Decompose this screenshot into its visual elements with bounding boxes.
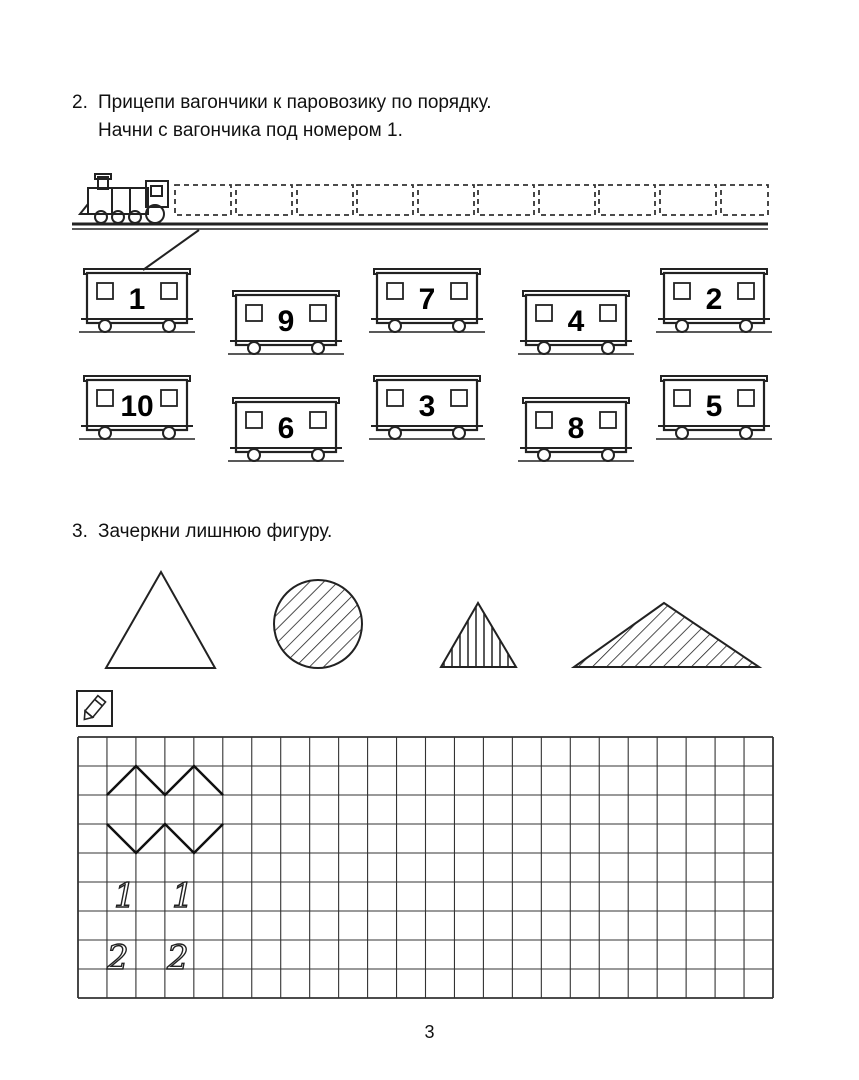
wagon-9[interactable] [228,291,344,354]
wagon-6[interactable] [228,398,344,461]
wagon-number: 1 [128,283,146,316]
locomotive [80,174,168,223]
wagon-8[interactable] [518,398,634,461]
digit-2a: 2 [107,938,129,978]
page-number: 3 [424,1022,435,1042]
hatched-circle[interactable] [274,580,362,668]
task-2-text: Прицепи вагончики к паровозику по порядку. [98,92,492,113]
task-2-number: 2. [72,92,88,113]
copybook-digits [106,876,194,978]
plain-triangle[interactable] [106,572,215,668]
connection-line [143,230,199,270]
task-2-line2: Начни с вагончика под номером 1. [98,120,403,141]
pencil-icon-frame [76,690,113,727]
wagon-number: 7 [418,283,436,316]
wagon-1[interactable] [79,269,195,332]
wagon-number: 3 [418,390,436,423]
dashed-wagon-slots [175,185,768,215]
wagon-number: 2 [705,283,723,316]
wagon-number: 5 [705,390,723,423]
task-3-text: Зачеркни лишнюю фигуру. [98,521,333,542]
wagon-10[interactable] [79,376,195,439]
wagon-2[interactable] [656,269,772,332]
wagon-4[interactable] [518,291,634,354]
wagon-number: 9 [277,305,295,338]
wagon-7[interactable] [369,269,485,332]
shapes [106,572,762,670]
rail-track [72,224,768,229]
wagon-5[interactable] [656,376,772,439]
diagonal-hatched-triangle[interactable] [570,600,762,670]
wagon-3[interactable] [369,376,485,439]
digit-2b: 2 [167,938,189,978]
wagon-number: 10 [120,390,154,423]
wagon-number: 4 [567,305,585,338]
wagon-number: 6 [277,412,295,445]
vertical-hatched-triangle[interactable] [438,600,520,670]
wagons [79,269,772,461]
digit-1b: 1 [172,876,194,916]
wagon-number: 8 [567,412,585,445]
task-3-number: 3. [72,521,88,542]
digit-1a: 1 [114,876,136,916]
